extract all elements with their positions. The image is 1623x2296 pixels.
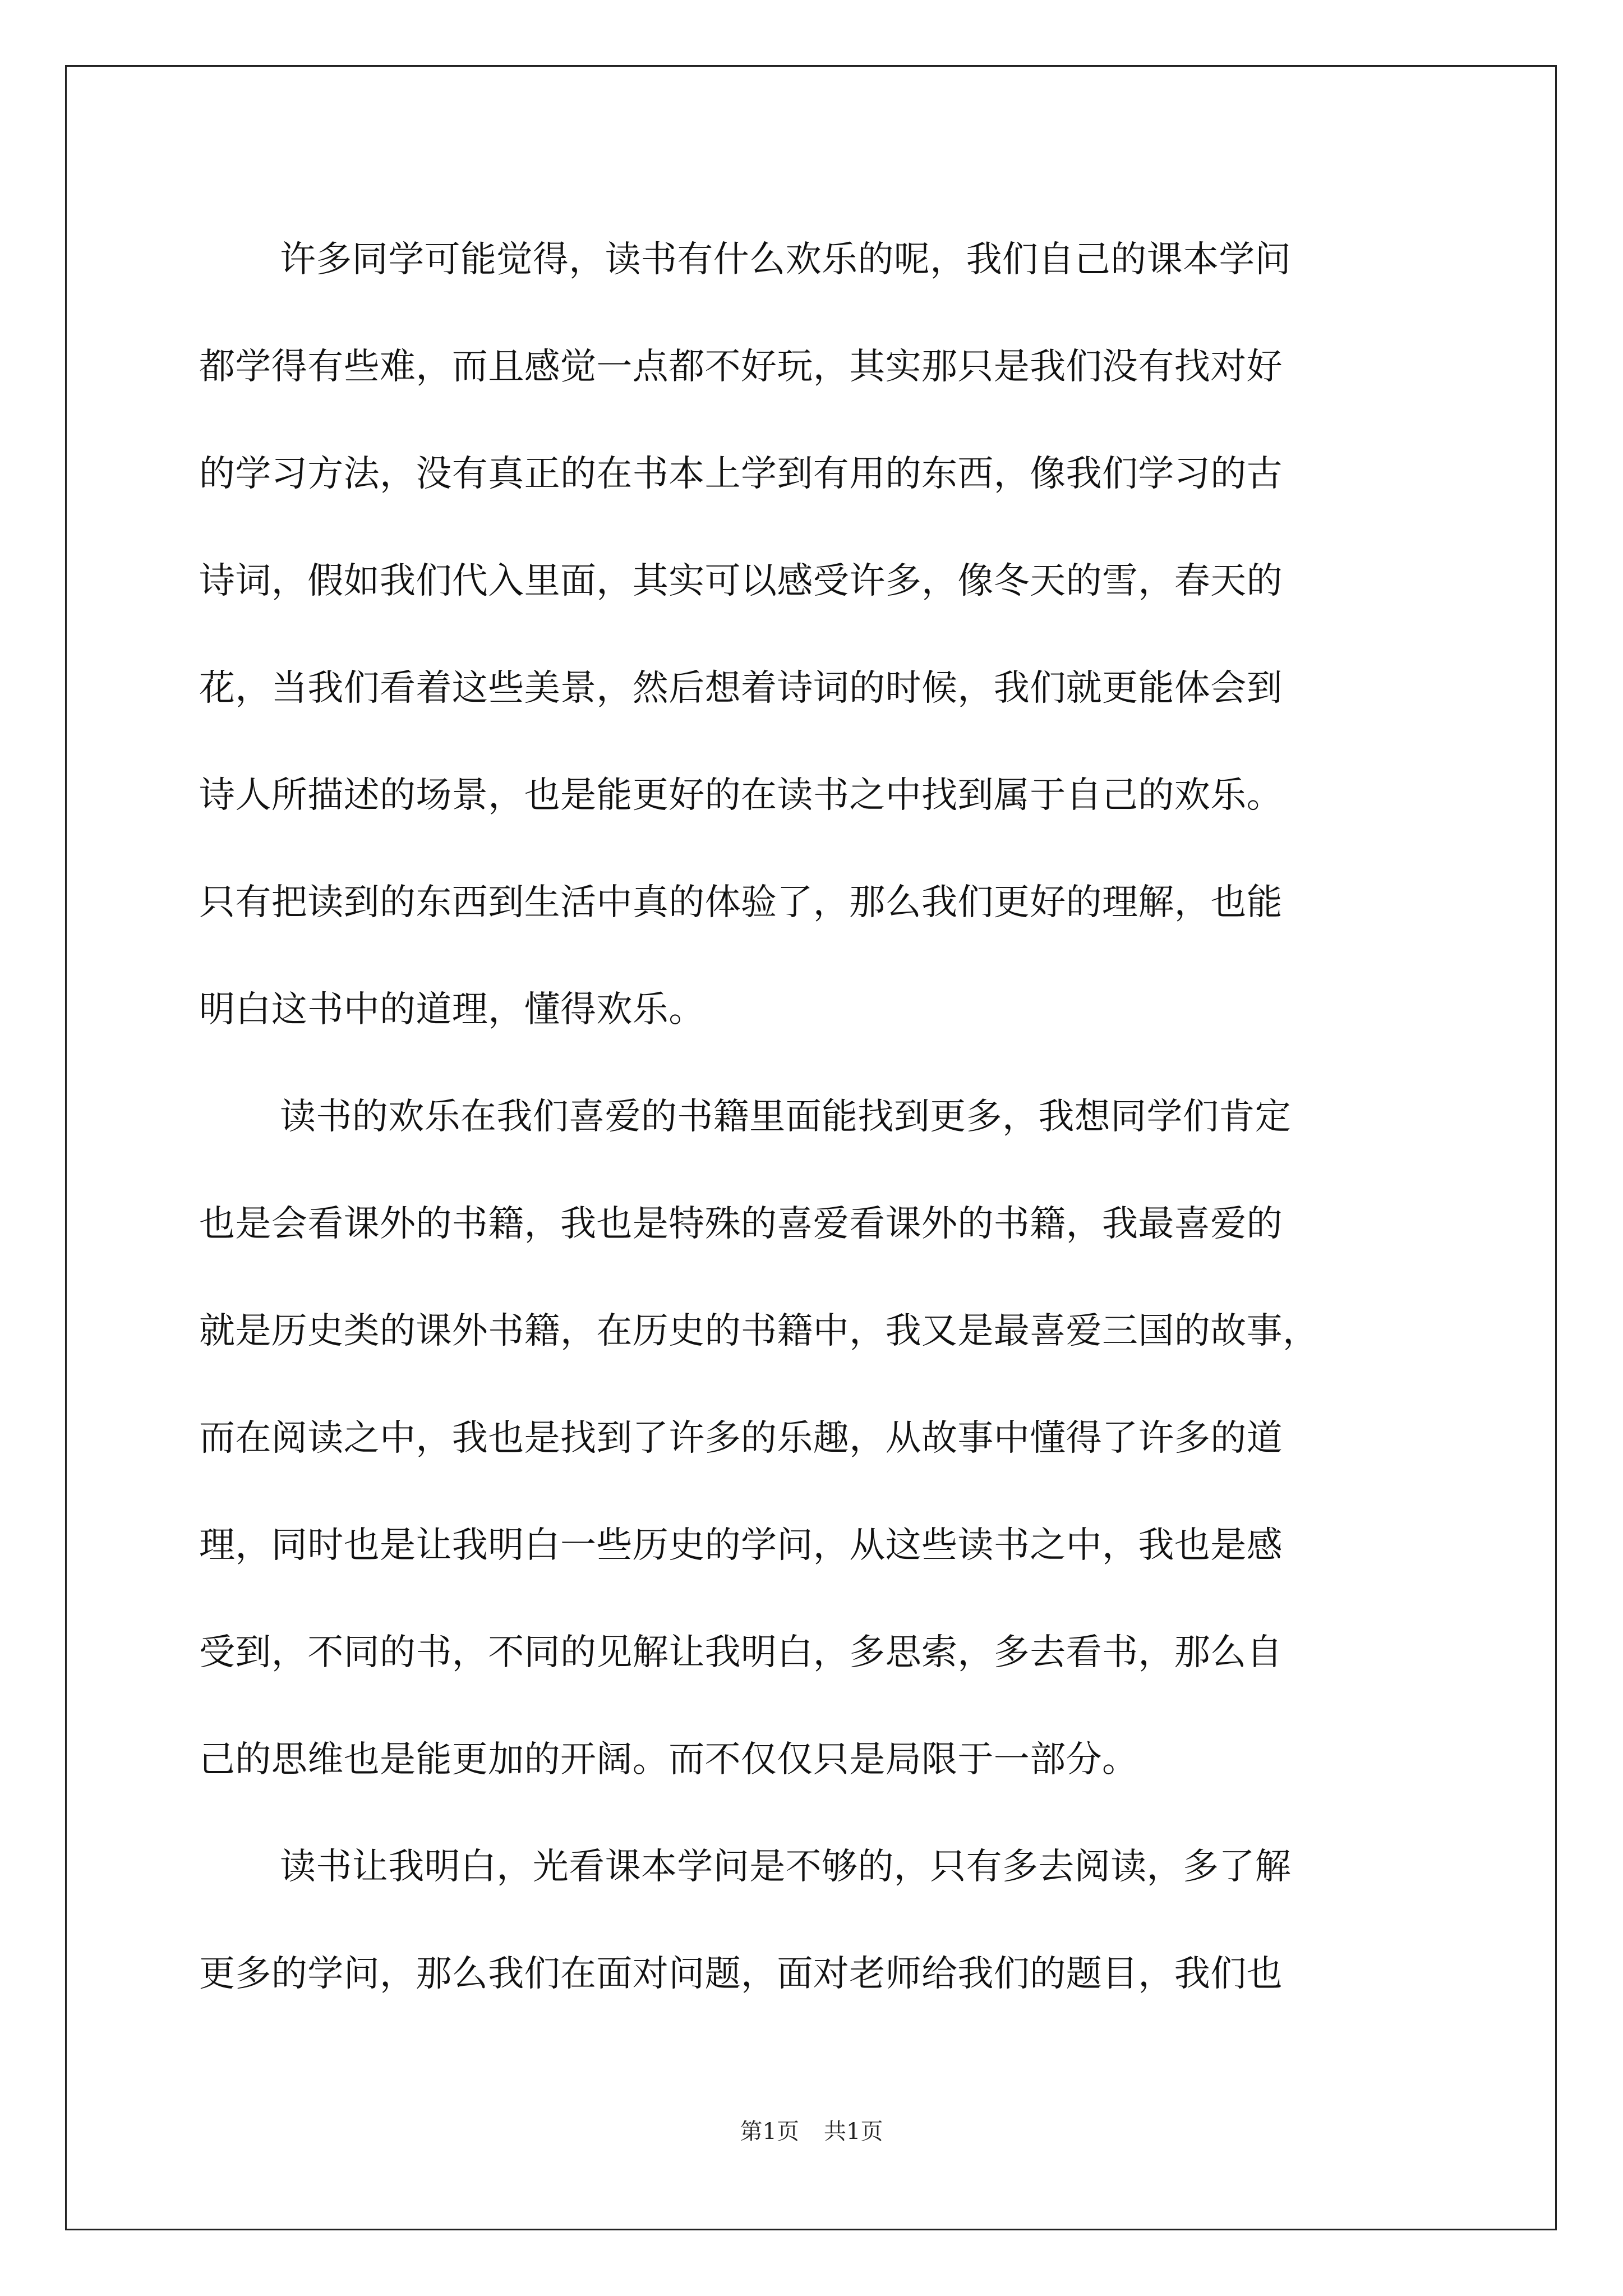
- text-line: 诗人所描述的场景，也是能更好的在读书之中找到属于自己的欢乐。: [199, 775, 1283, 816]
- text-line: 花，当我们看着这些美景，然后想着诗词的时候，我们就更能体会到: [199, 668, 1283, 709]
- text-line: 理，同时也是让我明白一些历史的学问，从这些读书之中，我也是感: [199, 1525, 1283, 1566]
- text-line: 许多同学可能觉得，读书有什么欢乐的呢，我们自己的课本学问: [280, 239, 1292, 280]
- page-total: 共1页: [824, 2119, 883, 2145]
- document-body: [199, 206, 1431, 2028]
- text-line: 也是会看课外的书籍，我也是特殊的喜爱看课外的书籍，我最喜爱的: [199, 1203, 1283, 1245]
- text-line: 受到，不同的书，不同的见解让我明白，多思索，多去看书，那么自: [199, 1632, 1283, 1673]
- text-line: 读书让我明白，光看课本学问是不够的，只有多去阅读，多了解: [280, 1846, 1292, 1888]
- text-line: 诗词，假如我们代入里面，其实可以感受许多，像冬天的雪，春天的: [199, 560, 1283, 602]
- text-line: 己的思维也是能更加的开阔。而不仅仅只是局限于一部分。: [199, 1739, 1138, 1780]
- text-line: 而在阅读之中，我也是找到了许多的乐趣，从故事中懂得了许多的道: [199, 1418, 1283, 1459]
- text-line: 更多的学问，那么我们在面对问题，面对老师给我们的题目，我们也: [199, 1953, 1283, 1995]
- page-footer: [0, 2118, 1623, 2146]
- text-line: 的学习方法，没有真正的在书本上学到有用的东西，像我们学习的古: [199, 453, 1283, 495]
- text-line: 都学得有些难，而且感觉一点都不好玩，其实那只是我们没有找对好: [199, 346, 1283, 388]
- text-line: 读书的欢乐在我们喜爱的书籍里面能找到更多，我想同学们肯定: [280, 1096, 1292, 1138]
- text-line: 明白这书中的道理，懂得欢乐。: [199, 989, 705, 1030]
- page-number: 第1页: [740, 2119, 799, 2145]
- text-line: 只有把读到的东西到生活中真的体验了，那么我们更好的理解，也能: [199, 882, 1283, 923]
- text-line: 就是历史类的课外书籍，在历史的书籍中，我又是最喜爱三国的故事，: [199, 1310, 1319, 1352]
